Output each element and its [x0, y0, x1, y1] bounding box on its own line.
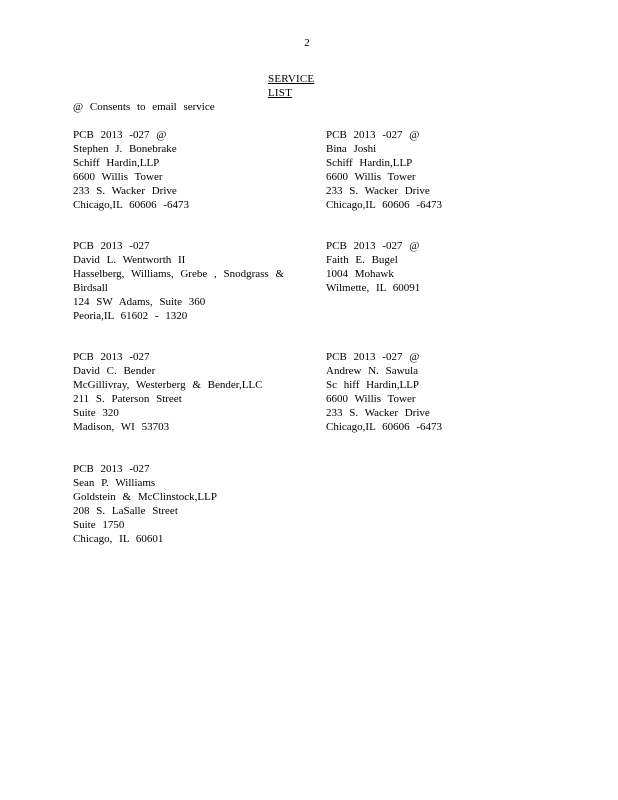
service-entry: [326, 128, 538, 212]
address-line: 1004 Mohawk: [326, 268, 394, 280]
city-state-zip: Chicago,IL 60606 -6473: [326, 199, 443, 211]
page-number: 2: [304, 37, 310, 49]
address-line: 6600 Willis Tower: [326, 171, 416, 183]
firm-name: Schiff Hardin,LLP: [326, 157, 413, 169]
case-number: PCB 2013 -027 @: [326, 240, 420, 252]
case-number: PCB 2013 -027 @: [73, 129, 167, 141]
recipient-name: David L. Wentworth II: [73, 254, 186, 266]
service-entry: [73, 128, 285, 212]
service-entry: [73, 350, 285, 434]
service-entry: [73, 462, 285, 546]
address-line: 233 S. Wacker Drive: [326, 407, 430, 419]
recipient-name: Faith E. Bugel: [326, 254, 398, 266]
address-line: Suite 320: [73, 407, 119, 419]
service-entry: [326, 350, 538, 434]
recipient-name: Andrew N. Sawula: [326, 365, 419, 377]
firm-name: Hasselberg, Williams, Grebe , Snodgrass & Birdsall: [73, 268, 291, 294]
case-number: PCB 2013 -027: [73, 240, 150, 252]
city-state-zip: Wilmette, IL 60091: [326, 282, 421, 294]
firm-name: McGillivray, Westerberg & Bender,LLC: [73, 379, 263, 391]
recipient-name: Bina Joshi: [326, 143, 377, 155]
case-number: PCB 2013 -027 @: [326, 351, 420, 363]
address-line: 211 S. Paterson Street: [73, 393, 182, 405]
city-state-zip: Chicago,IL 60606 -6473: [326, 421, 443, 433]
address-line: 233 S. Wacker Drive: [73, 185, 177, 197]
firm-name: Goldstein & McClinstock,LLP: [73, 491, 217, 503]
page-title: SERVICE LIST: [268, 73, 315, 99]
case-number: PCB 2013 -027: [73, 463, 150, 475]
city-state-zip: Chicago, IL 60601: [73, 533, 164, 545]
recipient-name: Stephen J. Bonebrake: [73, 143, 177, 155]
address-line: 233 S. Wacker Drive: [326, 185, 430, 197]
city-state-zip: Madison, WI 53703: [73, 421, 170, 433]
city-state-zip: Chicago,IL 60606 -6473: [73, 199, 190, 211]
address-line: 124 SW Adams, Suite 360: [73, 296, 206, 308]
address-line: Suite 1750: [73, 519, 125, 531]
recipient-name: Sean P. Williams: [73, 477, 156, 489]
service-entry: [326, 239, 538, 295]
consent-note: @ Consents to email service: [73, 101, 215, 113]
address-line: 208 S. LaSalle Street: [73, 505, 178, 517]
firm-name: Schiff Hardin,LLP: [73, 157, 160, 169]
case-number: PCB 2013 -027: [73, 351, 150, 363]
service-entry: [73, 239, 291, 323]
firm-name: Sc hiff Hardin,LLP: [326, 379, 420, 391]
recipient-name: David C. Bender: [73, 365, 156, 377]
case-number: PCB 2013 -027 @: [326, 129, 420, 141]
city-state-zip: Peoria,IL 61602 - 1320: [73, 310, 188, 322]
address-line: 6600 Willis Tower: [326, 393, 416, 405]
address-line: 6600 Willis Tower: [73, 171, 163, 183]
